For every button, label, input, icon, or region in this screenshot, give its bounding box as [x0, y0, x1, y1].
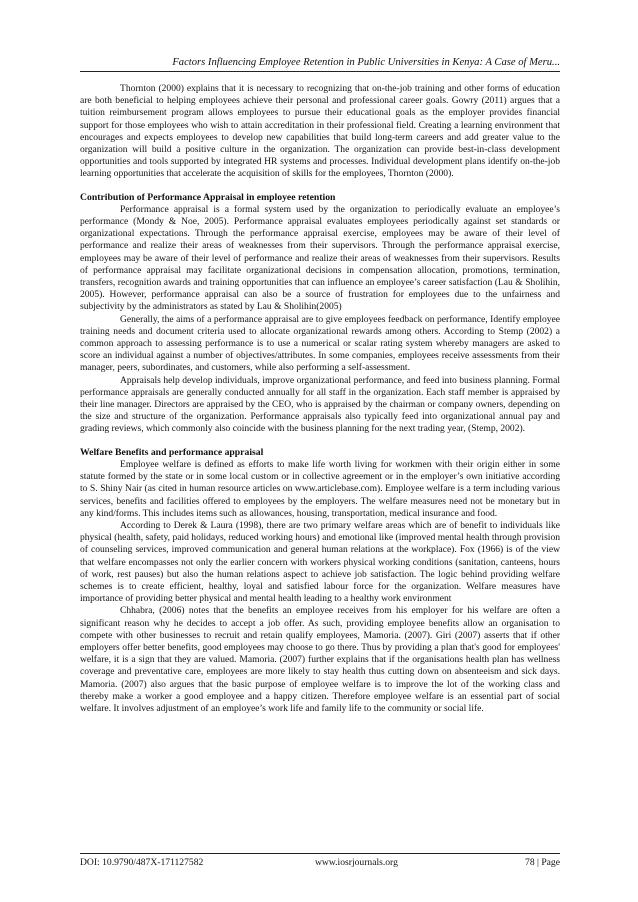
- paragraph-thornton: Thornton (2000) explains that it is necessary to recognizing that on-the-job training and other forms of education are both beneficial to helping employees achieve their personal and professional career goals. Gowry (2011) argues that a tuition reimbursement program allows employees to pursue their educational goals as the employer provides financial support for those employees who wish to attain accreditation in their professional field. Creating a learning environment that encourages and expects employees to develop new capabilities that build long-term careers and add greater value to the organization will build a positive culture in the organization. The organization can provide best-in-class development opportunities and tools supported by integrated HR systems and processes. Individual development plans identify on-the-job learning opportunities that accelerate the acquisition of skills for the employees, Thornton (2000).: [80, 83, 560, 180]
- page-footer: [80, 853, 560, 870]
- paragraph-appraisal-aims: Generally, the aims of a performance appraisal are to give employees feedback on performance, Identify employee training needs and document criteria used to allocate organizational rewards among others. According to Stemp (2002) a common approach to assessing performance is to use a numerical or scalar rating system whereby managers are asked to score an individual against a number of objectives/attributes. In some companies, employees receive assessments from their manager, peers, subordinates, and customers, while also performing a self-assessment.: [80, 313, 560, 374]
- heading-welfare-benefits: Welfare Benefits and performance appraisal: [80, 446, 264, 458]
- paragraph-welfare-definition: Employee welfare is defined as efforts to make life worth living for workmen with their origin either in some statute formed by the state or in some local custom or in collective agreement or in the employer’s own initiative according to S. Shiny Nair (as cited in human resource articles on www.articlebase.com). Employee welfare is a term including various services, benefits and facilities offered to employees by the employers. The welfare measures need not be monetary but in any kind/forms. This includes items such as allowances, housing, transportation, medical insurance and food.: [80, 458, 560, 519]
- footer-doi: DOI: 10.9790/487X-171127582: [80, 857, 204, 868]
- paragraph-appraisal-planning: Appraisals help develop individuals, improve organizational performance, and feed into business planning. Formal performance appraisals are generally conducted annually for all staff in the organization. Each staff member is appraised by their line manager. Directors are appraised by the CEO, who is appraised by the chairman or company owners, depending on the size and structure of the organization. Performance appraisals also typically feed into organizational annual pay and grading reviews, which commonly also coincide with the business planning for the next trading year, (Stemp, 2002).: [80, 374, 560, 435]
- paragraph-welfare-benefits: Chhabra, (2006) notes that the benefits an employee receives from his employer for his welfare are often a significant reason why he decides to accept a job offer. As such, providing employee benefits allow an organisation to compete with other businesses to recruit and retain qualify employees, Mamoria. (2007). Giri (2007) asserts that if other employers offer better benefits, good employees may choose to go there. Thus by providing a plan that's good for employees' welfare, it is a sign that they are valued. Mamoria. (2007) further explains that if the organisations health plan has wellness coverage and preventative care, employees are more likely to stay health thus cutting down on absenteeism and sick days. Mamoria. (2007) also argues that the basic purpose of employee welfare is to improve the lot of the working class and thereby make a worker a good employee and a happy citizen. Therefore employee welfare is an essential part of social welfare. It involves adjustment of an employee’s work life and family life to the community or social life.: [80, 605, 560, 714]
- paragraph-welfare-areas: According to Derek & Laura (1998), there are two primary welfare areas which are of benefit to individuals like physical (health, safety, paid holidays, reduced working hours) and emotional like (improved mental health through provision of counseling services, improved communication and general human relations at the workplace). Fox (1966) is of the view that welfare encompasses not only the earlier concern with workers physical working conditions (sanitation, canteens, hours of work, rest pauses) but also the human relations aspect to achieve job satisfaction. The logic behind providing welfare schemes is to create efficient, healthy, loyal and satisfied labour force for the organization. Welfare measures have importance of providing better physical and mental health leading to a healthy work environment: [80, 519, 560, 605]
- body-text: [80, 83, 560, 715]
- footer-website: www.iosrjournals.org: [315, 857, 398, 868]
- footer-page-number: 78 | Page: [525, 857, 560, 868]
- paragraph-appraisal-definition: Performance appraisal is a formal system used by the organization to periodically evaluate an employee’s performance (Mondy & Noe, 2005). Performance appraisal evaluates employees periodically against set standards or organizational expectations. Through the performance appraisal exercise, employees may be aware of their level of performance and realize their areas of weaknesses from their supervisors. Through the performance appraisal exercise, employees may be aware of their level of performance and realize their areas of weaknesses from their supervisors. Results of performance appraisal may facilitate organizational decisions in compensation allocation, promotions, termination, transfers, recognition awards and training opportunities that can influence an employee’s career satisfaction (Lau & Sholihin, 2005). However, performance appraisal can also be a source of frustration for employees due to the unfairness and subjectivity by the administrators as stated by Lau & Sholihin(2005): [80, 203, 560, 313]
- heading-performance-appraisal: Contribution of Performance Appraisal in employee retention: [80, 191, 336, 203]
- running-title: Factors Influencing Employee Retention in Public Universities in Kenya: A Case of Meru...: [80, 56, 560, 72]
